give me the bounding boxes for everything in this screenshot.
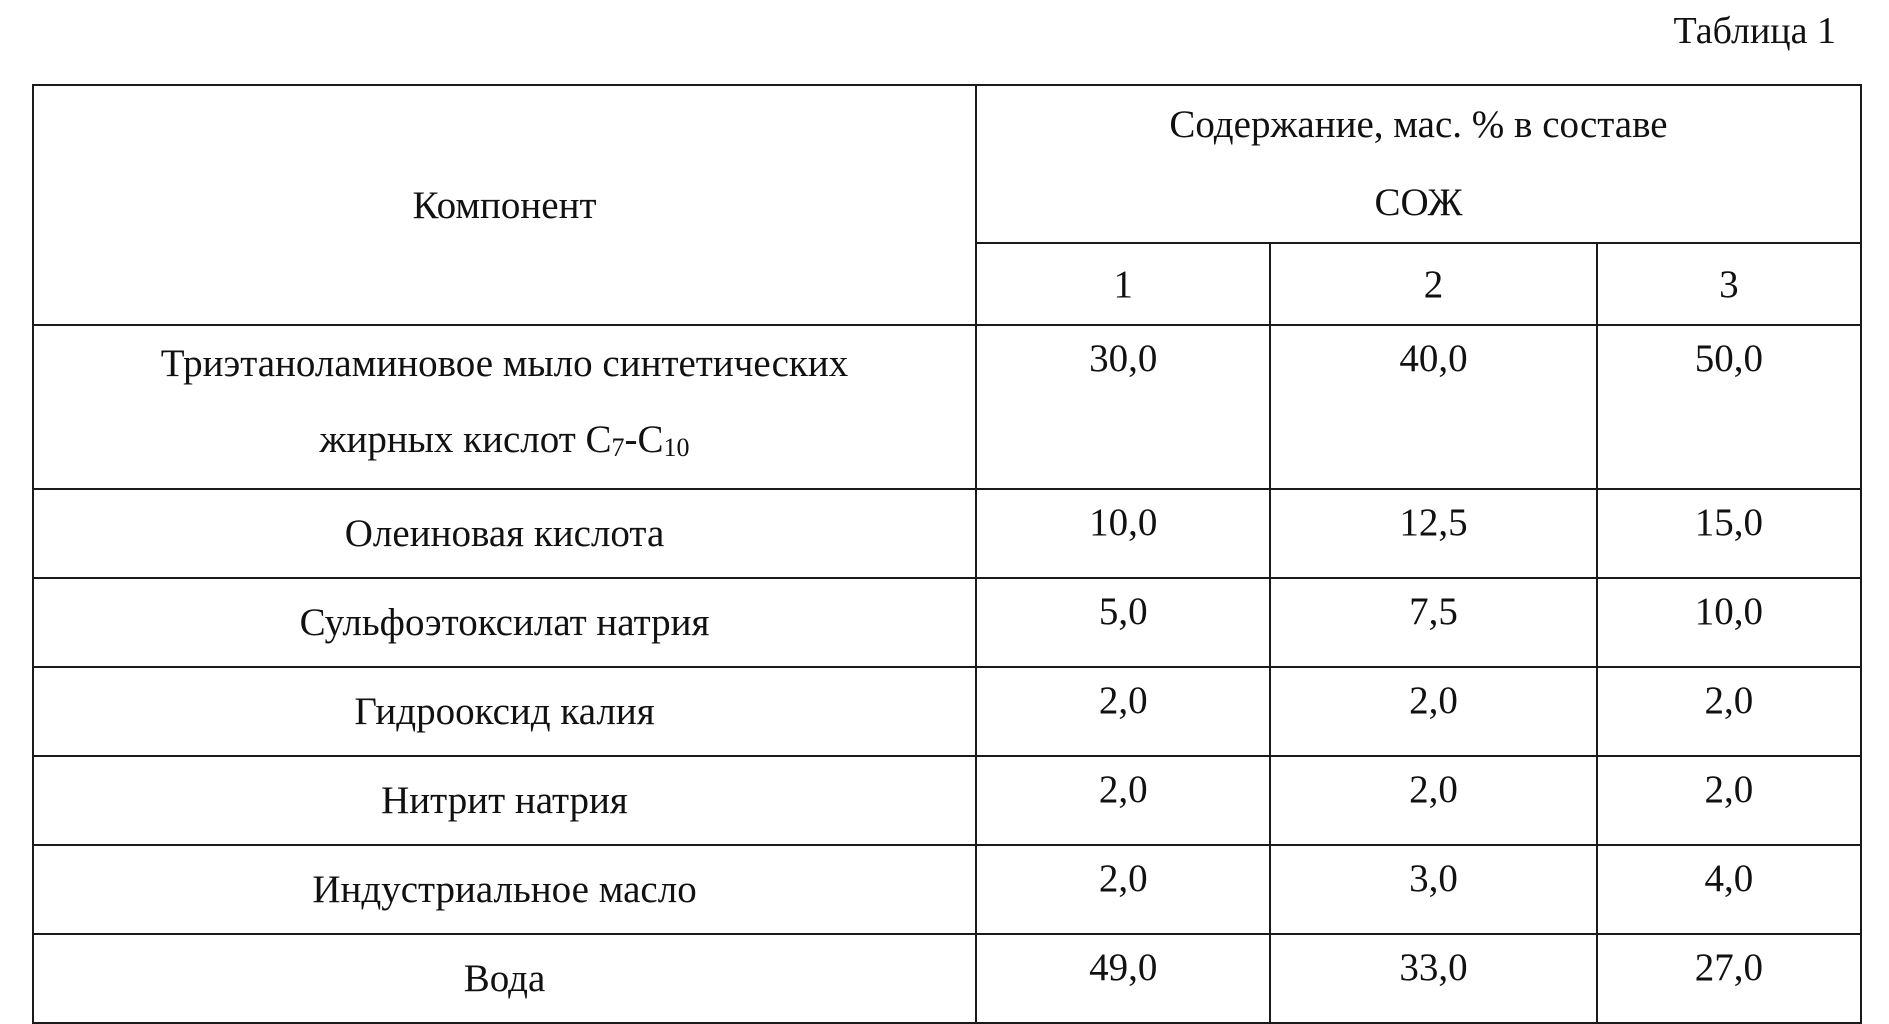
row-name: Индустриальное масло (33, 845, 976, 934)
row-name-line1: Триэтаноламиновое мыло синтетических (160, 342, 849, 385)
cell-value: 5,0 (976, 578, 1270, 667)
cell-value: 2,0 (976, 667, 1270, 756)
cell-value: 40,0 (1270, 325, 1596, 489)
cell-value: 10,0 (1597, 578, 1861, 667)
table-row (33, 845, 1861, 934)
cell-value: 2,0 (976, 845, 1270, 934)
cell-value: 49,0 (976, 934, 1270, 1023)
cell-value: 2,0 (1270, 756, 1596, 845)
row-name: Нитрит натрия (33, 756, 976, 845)
cell-value: 3,0 (1270, 845, 1596, 934)
table-caption: Таблица 1 (1673, 10, 1836, 52)
table-row (33, 325, 1861, 489)
row-name: Сульфоэтоксилат натрия (33, 578, 976, 667)
cell-value: 2,0 (1270, 667, 1596, 756)
cell-value: 7,5 (1270, 578, 1596, 667)
header-column-2: 2 (1270, 243, 1596, 325)
header-component: Компонент (33, 85, 976, 325)
subscript-7: 7 (611, 433, 625, 462)
header-content-group (976, 85, 1861, 243)
row-name: Вода (33, 934, 976, 1023)
table-row (33, 578, 1861, 667)
table-row (33, 934, 1861, 1023)
cell-value: 27,0 (1597, 934, 1861, 1023)
subscript-10: 10 (663, 433, 690, 462)
cell-value: 2,0 (1597, 756, 1861, 845)
row-name-line2: жирных кислот $C_7-C_{10}$ (319, 418, 690, 462)
table-row (33, 489, 1861, 578)
cell-value: 33,0 (1270, 934, 1596, 1023)
composition-table (32, 84, 1862, 1024)
header-column-3: 3 (1597, 243, 1861, 325)
header-content-line1: Содержание, мас. % в составе (1169, 103, 1668, 146)
table-row (33, 667, 1861, 756)
cell-value: 2,0 (976, 756, 1270, 845)
cell-value: 10,0 (976, 489, 1270, 578)
header-content-line2: СОЖ (1374, 181, 1463, 224)
row-name: Гидрооксид калия (33, 667, 976, 756)
header-column-1: 1 (976, 243, 1270, 325)
cell-value: 50,0 (1597, 325, 1861, 489)
row-name (33, 325, 976, 489)
cell-value: 12,5 (1270, 489, 1596, 578)
cell-value: 15,0 (1597, 489, 1861, 578)
table-row (33, 756, 1861, 845)
row-name: Олеиновая кислота (33, 489, 976, 578)
cell-value: 4,0 (1597, 845, 1861, 934)
cell-value: 30,0 (976, 325, 1270, 489)
cell-value: 2,0 (1597, 667, 1861, 756)
